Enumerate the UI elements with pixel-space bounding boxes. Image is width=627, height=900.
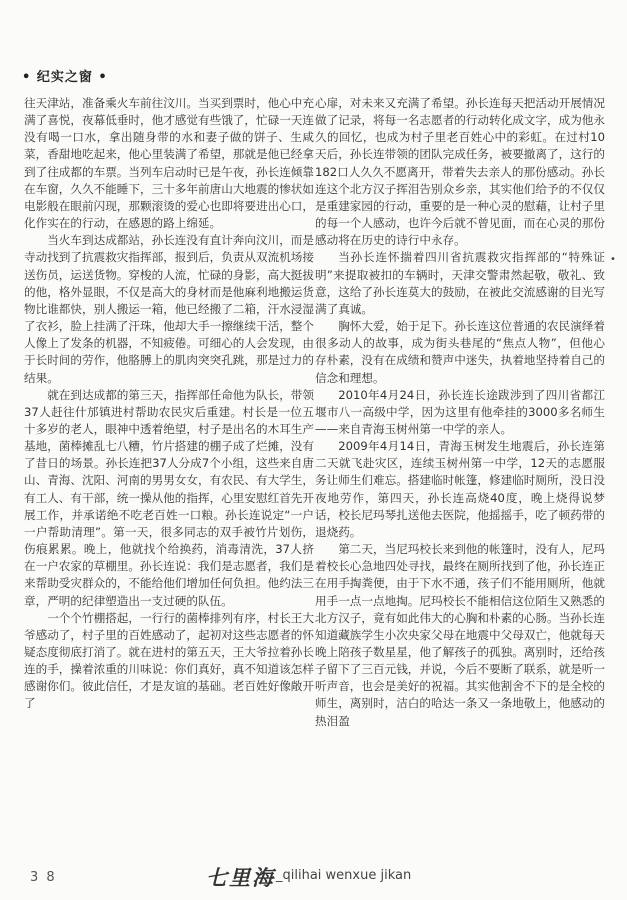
paragraph: 就在到达成都的第三天，指挥部任命他为队长，带领37人赶往什邡镇进村帮助农民灾后重建。村长是一位五十多岁的老人，眼神中透着绝望，村子是出名的木耳生产基地，菌棒摊乱七八糟，竹片搭建的棚子成了烂摊，没有了昔日的场景。孙长连把37人分成7个小组，这些来自唐山、青海、沈阳、河南的男男女女，有农民、有大学生，有工人、有干部，统一操从他的指挥，心里安慰红首先开展工作，并承诺绝不吃老百姓一口粮。孙长连说定“一户一户帮助清理”。第一天，很多同志的双手被竹片划伤，伤痕累累。晚上，他就找个给换药，消毒清洗，37人挤在一户农家的草棚里。孙长连说：我们是志愿者，我们是来帮助受灾群众的，不能给他们增加任何负担。他约法三章，严明的纪律塑造出一支过硬的队伍。 xyxy=(24,387,314,608)
paragraph: 心扉，对未来又充满了希望。孙长连每天把活动开展情况做了记录，将每一名志愿者的行动转化成文字，成为他永久的回忆，也成为村子里老百姓心中的彩虹。在过村10天后，孙长连带领的团队完成任务，被要撤离了，这行的182口人久久不愿离开，带着失去亲人的那份感动。孙长连这个北方汉子挥泪告别众乡亲，其实他们给予的不仅仅是重建家园的行动，重要的是一种心灵的慰藉，让村子里的每一个人感动，也许今后就不曾见面，而在心灵的那份感动将在历史的诗行中永存。 xyxy=(315,96,605,248)
magazine-logo: 七里海 xyxy=(206,865,275,890)
paragraph: 胸怀大爱，始于足下。孙长连这位普通的农民演绎着很多动人的故事，成为街头巷尾的“焦点人物”，但他心存朴素，没有在成绩和赞声中迷失，执着地坚持着自己的信念和理想。 xyxy=(315,319,605,385)
paragraph: 一个个竹棚搭起，一行行的菌棒排列有序，村长王大爷感动了，村子里的百姓感动了，起初对这些志愿者的怀疑态度彻底打消了。就在进村的第五天，王大爷拉着孙长连的手，操着浓重的川味说：你们真好，真不知道该怎样感谢你们。彼此信任，才是友谊的基础。老百姓好像敞开了 xyxy=(24,610,314,711)
paragraph: 当孙长连怀揣着四川省抗震救灾指挥部的“特殊证明”来提取被扣的车辆时，天津交警肃然起敬，敬礼、致意，这给了孙长连莫大的鼓励，在被此交流感谢的目光写满了真诚。 xyxy=(315,250,605,316)
magazine-pinyin: _qilihai wenxue jikan xyxy=(276,868,412,883)
paragraph: 2010年4月24日，孙长连长途跋涉到了四川省都江堰市八一高级中学，因为这里有他牵挂的3000多名师生——来自青海玉树州第一中学的亲人。 xyxy=(315,387,605,436)
page-number: 3 8 xyxy=(30,870,57,885)
right-column xyxy=(315,95,605,730)
column-title: • 纪实之窗 • xyxy=(22,70,108,85)
paragraph: 2009年4月14日，青海玉树发生地震后，孙长连第二天就飞赴灾区，连续玉树州第一中学，12天的志愿服务让师生们难忘。搭建临时帐篷，修建临时厕所，没日没夜地劳作，第四天，孙长连高烧40度，晚上烧得说梦话，校长尼玛琴扎送他去医院，他摇摇手，吃了顿药带的退烧药。 xyxy=(315,439,605,539)
left-column xyxy=(24,95,314,713)
paragraph: 第二天，当尼玛校长来到他的帐篷时，没有人，尼玛着校长心急地四处寻找，最终在厕所找到了他，孙长连正在用手掏粪便，由于下水不通，孩子们不能用厕所，他就用手一点一点地掏。尼玛校长不能相信这位陌生又熟悉的北方汉子，竟有如此伟大的心胸和朴素的心肠。当孙长连知道藏族学生小次央家父母在地震中父母双亡，他就每天晚上陪孩子数星星，他了解孩子的孤独。离别时，还给孩子留下了三百元钱，并说，今后不要断了联系，就是听一听声音，也会是美好的祝福。其实他割舍不下的是全校的师生，离别时，洁白的哈达一条又一条地敬上，他感动的热泪盈 xyxy=(315,542,605,728)
paragraph: 往天津站，准备乘火车前往汶川。当买到票时，他心中充满了喜悦，夜幕低垂时，他才感觉有些饿了，忙碌一天连没有喝一口水，拿出随身带的水和妻子做的饼子、生咸菜，香甜地吃起来，他心里装满了希望，那就是他已经拿到了往成都的车票。当列车启动时已是午夜，孙长连倾靠在车窗，久久不能睡下，三十多年前唐山大地震的惨状如电影般在眼前闪现，那颗滚烫的爱心也即将要进出心口，化作实在的行动，在感恩的路上绵延。 xyxy=(24,96,314,231)
paragraph: 当火车到达成都站，孙长连没有直计奔向汶川，而是寺动找到了抗震救灾指挥部，报到后，负责从双流机场接送伤员，运送货物。穿梭的人流，忙碌的身影，高大挺拔的他，格外显眼，不仅是高大的身材而是他麻利地搬运货物比谁都快，别人搬运一箱，他已经搬了二箱，汗水浸湿了衣衫，脸上挂满了汗珠，他却大手一擦继续干活，整个人像上了发条的机器，不知疲倦。可细心的人会发现，由于长时间的劳作，他胳膊上的肌肉突突孔跳，那是过力的结果。 xyxy=(24,233,314,385)
margin-mark: • xyxy=(610,254,616,265)
